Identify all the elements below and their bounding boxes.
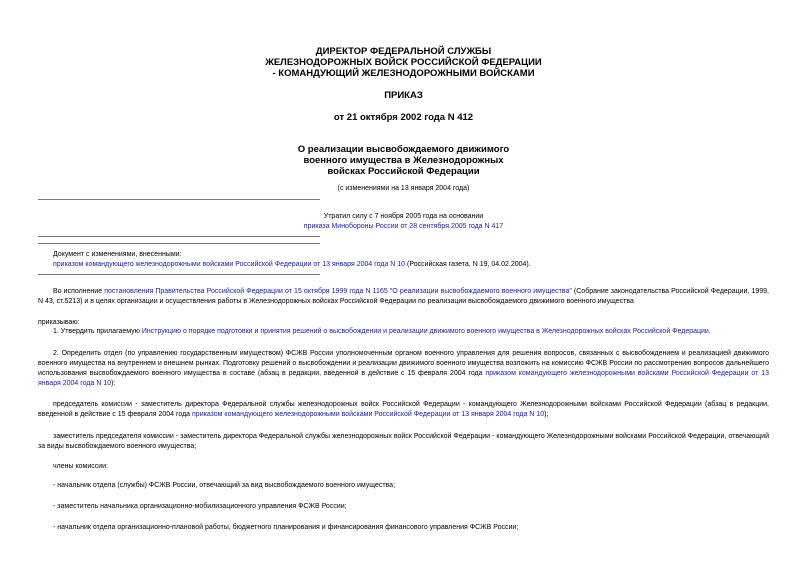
member-item: - заместитель начальника организационно-мобилизационного управления ФСЖВ России;	[53, 503, 347, 510]
issuer-line-2: ЖЕЛЕЗНОДОРОЖНЫХ ВОЙСК РОССИЙСКОЙ ФЕДЕРАЦИИ	[265, 57, 542, 68]
issuer-line-1: ДИРЕКТОР ФЕДЕРАЛЬНОЙ СЛУЖБЫ	[315, 46, 492, 57]
intro-paragraph: Во исполнение постановления Правительства Российской Федерации от 15 октября 1999 года N 1165 "О реализации высвобождаемого военного имущества" (Собрание законодательства Российской Федерации, 1999, N 43, ст.5213) и в целях организации и осуществления работы в Железнодорожных войсках Российской Федерации по реализации высвобождаемого движимого военного имущества	[38, 288, 769, 305]
amendments-label: Документ с изменениями, внесенными:	[53, 251, 182, 258]
divider	[38, 199, 320, 200]
instruction-link[interactable]: Инструкцию о порядке подготовки и принятия решений о высвобождении и реализации движимого военного имущества в Железнодорожных войсках Российской Федерации	[141, 328, 709, 335]
doc-title-line-2: военного имущества в Железнодорожных	[303, 155, 504, 166]
order-word: приказываю:	[38, 319, 80, 326]
issuer-line-3: - КОМАНДУЮЩИЙ ЖЕЛЕЗНОДОРОЖНЫМИ ВОЙСКАМИ	[272, 68, 535, 79]
paragraph-members: члены комиссии:	[53, 463, 108, 470]
paragraph-1: 1. Утвердить прилагаемую Инструкцию о порядке подготовки и принятия решений о высвобождении и реализации движимого военного имущества в Железнодорожных войсках Российской Федерации.	[53, 328, 711, 335]
expired-order-link[interactable]: приказа Минобороны России от 28 сентября 2005 года N 417	[303, 223, 504, 230]
paragraph-deputy-chairman: заместитель председателя комиссии - заместитель директора Федеральной службы железнодорожных войск Российской Федерации - командующего Железнодорожными войсками Российской Федерации, отвечающий за виды высвобождаемого военного имущества;	[38, 433, 769, 450]
amending-order-link-2[interactable]: приказом командующего железнодорожными войсками Российской Федерации от 13 января 2004 года N 10	[38, 370, 769, 387]
member-item: - начальник отдела организационно-плановой работы, бюджетного планирования и финансирования финансового управления ФСЖВ России;	[53, 524, 519, 531]
divider	[38, 236, 320, 237]
member-item: - начальник отдела (службы) ФСЖВ России, отвечающий за вид высвобождаемого военного имущества;	[53, 482, 396, 489]
doc-title-line-3: войсках Российской Федерации	[327, 166, 480, 177]
doc-date: от 21 октября 2002 года N 412	[333, 112, 474, 123]
government-resolution-link[interactable]: постановления Правительства Российской Федерации от 15 октября 1999 года N 1165 "О реализации высвобождаемого военного имущества"	[104, 288, 572, 295]
amending-order-link[interactable]: приказом командующего железнодорожными войсками Российской Федерации от 13 января 2004 года N 10	[53, 261, 406, 268]
paragraph-chairman: председатель комиссии - заместитель директора Федеральной службы железнодорожных войск Российской Федерации - командующего Железнодорожными войсками Российской Федерации (абзац в редакции, введенной в действие с 15 февраля 2004 года приказом командующего железнодорожными войсками Российской Федерации от 13 января 2004 года N 10);	[38, 401, 769, 418]
divider	[38, 243, 320, 244]
amending-order-link-3[interactable]: приказом командующего железнодорожными войсками Российской Федерации от 13 января 2004 года N 10	[192, 411, 545, 418]
amendments-source: (Российская газета, N 19, 04.02.2004).	[405, 261, 531, 268]
divider	[38, 274, 320, 275]
amended-note: (с изменениями на 13 января 2004 года)	[337, 185, 470, 192]
expired-note: Утратил силу с 7 ноября 2005 года на основании	[323, 213, 484, 220]
doc-title-line-1: О реализации высвобождаемого движимого	[297, 144, 510, 155]
doc-type: ПРИКАЗ	[384, 90, 423, 101]
amendments-line	[53, 260, 531, 270]
paragraph-2: 2. Определить отдел (по управлению государственным имуществом) ФСЖВ России уполномоченным органом военного управления для решения вопросов, связанных с высвобождением и реализацией движимого военного имущества на внутреннем и внешнем рынках. Подготовку решений о высвобождении и реализации движимого военного имущества возложить на комиссию ФСЖВ России по рассмотрению вопросов дальнейшего использования высвобождаемого военного имущества в составе (абзац в редакции, введенной в действие с 15 февраля 2004 года приказом командующего железнодорожными войсками Российской Федерации от 13 января 2004 года N 10):	[38, 350, 769, 387]
